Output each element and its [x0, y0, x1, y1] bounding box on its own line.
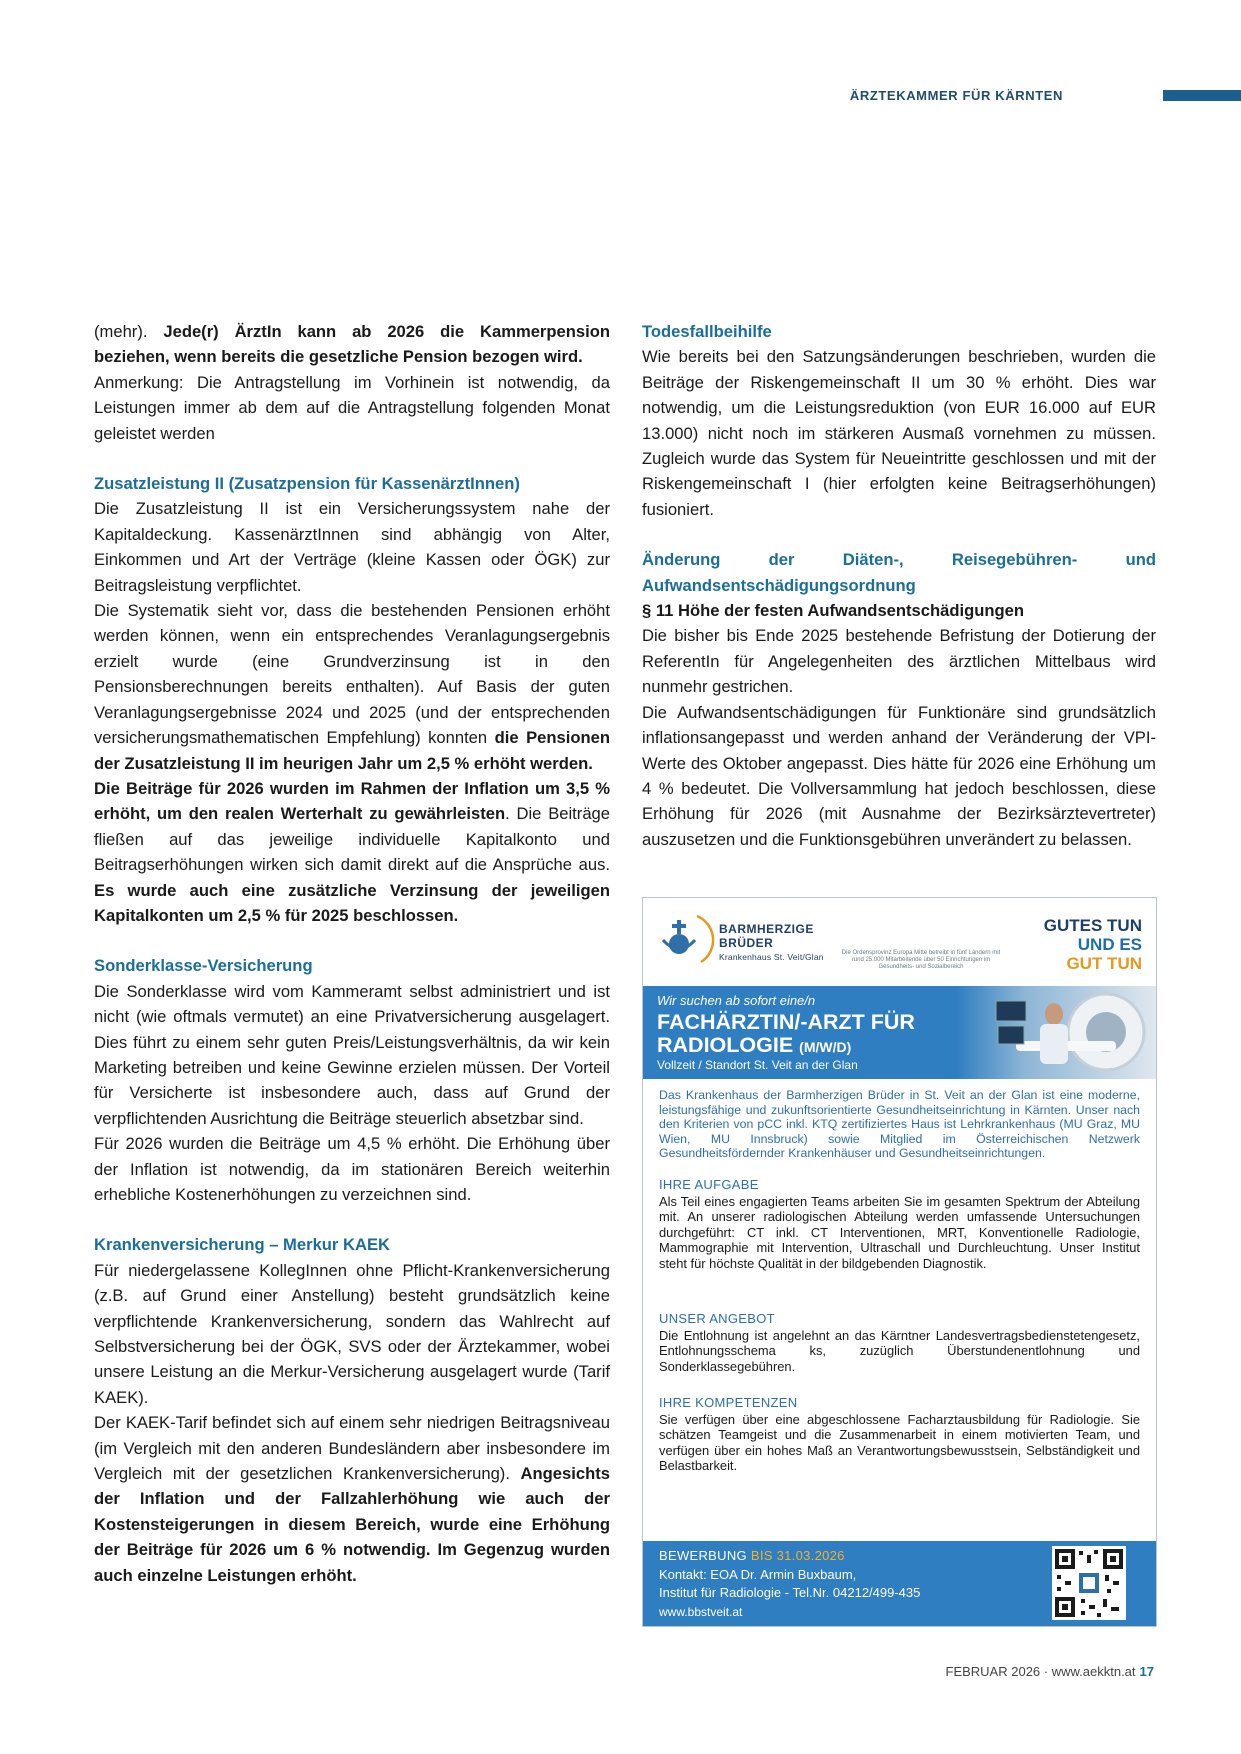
header-accent-bar: [1163, 90, 1241, 101]
paragraph: Die Sonderklasse wird vom Kammeramt selbst administriert und ist nicht (wie oftmals vermutet) an eine Privatversicherung ausgelagert. Dies führt zu einem sehr guten Preis/Leistungsverhältnis, da wir kein Marketing betreiben und keine Gewinne erzielen müssen. Der Vorteil für Versicherte ist insbesondere auch, dass auf Grund der verpflichtenden Ausrichtung die Beiträge steuerlich absetzbar sind.: [94, 981, 610, 1128]
job-intro-line: Wir suchen ab sofort eine/n: [657, 993, 816, 1008]
running-header: ÄRZTEKAMMER FÜR KÄRNTEN: [849, 88, 1063, 103]
section-heading: Zusatzleistung II (Zusatzpension für KassenärztInnen): [94, 474, 520, 494]
offer-section: UNSER ANGEBOT Die Entlohnung ist angelehnt an das Kärntner Landesvertragsbedienstetengesetz, Entlohnungsschema ks, zuzüglich Überstundenentlohnung und Sonderklassegebühren.: [659, 1311, 1140, 1374]
provinz-note: Die Ordensprovinz Europa Mitte betreibt in fünf Ländern mit rund 25.000 Mitarbeitende über 50 Einrichtungen im Gesundheits- und Sozialbereich: [841, 950, 1001, 970]
paragraph: Die Systematik sieht vor, dass die bestehenden Pensionen erhöht werden können, wenn ein entsprechendes Veranlagungsergebnis erzielt wurde (eine Grundverzinsung ist in den Pensionsberechnungen bereits enthalten). Auf Basis der guten Veranlagungsergebnisse 2024 und 2025 (und der entsprechenden versicherungsmathematischen Empfehlung) konnten die Pensionen der Zusatzleistung II im heurigen Jahr um 2,5 % erhöht werden.: [94, 601, 610, 773]
application-deadline: BEWERBUNG BIS 31.03.2026: [659, 1548, 845, 1563]
paragraph: (mehr). Jede(r) ÄrztIn kann ab 2026 die Kammerpension beziehen, wenn bereits die gesetzliche Pension bezogen wird.: [94, 322, 611, 367]
paragraph: Wie bereits bei den Satzungsänderungen beschrieben, wurden die Beiträge der Riskengemeinschaft II um 30 % erhöht. Dies war notwendig, um die Leistungsreduktion (von EUR 16.000 auf EUR 13.000) nicht noch im stärkeren Ausmaß vornehmen zu müssen. Zugleich wurde das System für Neueintritte geschlossen und mit der Riskengemeinschaft I (hier erfolgten keine Beitragserhöhungen) fusioniert.: [642, 347, 1156, 519]
paragraph: Der KAEK-Tarif befindet sich auf einem sehr niedrigen Beitragsniveau (im Vergleich mit den anderen Bundesländern aber insbesondere im Vergleich mit der gesetzlichen Krankenversicherung). Angesichts der Inflation und der Fallzahlerhöhung wie auch der Kostensteigerungen in diesem Bereich, wurde eine Erhöhung der Beiträge für 2026 um 6 % notwendig. Im Gegenzug wurden auch einzelne Leistungen erhöht.: [94, 1413, 610, 1585]
section-heading: Änderung der Diäten-, Reisegebühren- und Aufwandsentschädigungsordnung: [642, 550, 1156, 595]
slogan: GUTES TUN UND ES GUT TUN: [1043, 916, 1142, 973]
subheading: § 11 Höhe der festen Aufwandsentschädigungen: [642, 601, 1025, 621]
section-heading: Sonderklasse-Versicherung: [94, 956, 313, 976]
organisation-name: BARMHERZIGE BRÜDER Krankenhaus St. Veit/Glan: [719, 922, 824, 962]
hospital-logo-icon: [657, 910, 715, 968]
page-footer: FEBRUAR 2026 · www.aekktn.at 17: [945, 1664, 1154, 1679]
paragraph: Für 2026 wurden die Beiträge um 4,5 % erhöht. Die Erhöhung über der Inflation ist notwendig, da im stationären Bereich weiterhin erhebliche Kostenerhöhungen zu verzeichnen sind.: [94, 1134, 610, 1204]
left-column: [94, 319, 610, 1588]
job-location: Vollzeit / Standort St. Veit an der Glan: [657, 1058, 858, 1072]
skills-section: IHRE KOMPETENZEN Sie verfügen über eine abgeschlossene Facharztausbildung für Radiologie. Sie schätzen Teamgeist und die Zusammenarbeit in einem motivierten Team, und verfügen über ein hohes Maß an Verantwortungsbewusstsein, Selbständigkeit und Belastbarkeit.: [659, 1395, 1140, 1474]
website-link[interactable]: www.bbstveit.at: [659, 1605, 743, 1619]
tasks-section: IHRE AUFGABE Als Teil eines engagierten Teams arbeiten Sie im gesamten Spektrum der Abteilung mit. An unserer radiologischen Abteilung werden umfassende Untersuchungen durchgeführt: CT inkl. CT Interventionen, MRT, Konventionelle Radiologie, Mammographie mit Intervention, Ultraschall und Durchleuchtung. Unser Institut steht für höchste Qualität in der bildgebenden Diagnostik.: [659, 1177, 1140, 1271]
paragraph: Die Beiträge für 2026 wurden im Rahmen der Inflation um 3,5 % erhöht, um den realen Werterhalt zu gewährleisten. Die Beiträge fließen auf das jeweilige individuelle Kapitalkonto und Beitragserhöhungen wirken sich damit direkt auf die Ansprüche aus. Es wurde auch eine zusätzliche Verzinsung der jeweiligen Kapitalkonten um 2,5 % für 2025 beschlossen.: [94, 778, 610, 925]
job-banner: [643, 986, 1156, 1079]
job-advertisement: [642, 897, 1157, 1627]
job-title: FACHÄRZTIN/-ARZT FÜR RADIOLOGIE (M/W/D): [657, 1010, 915, 1057]
paragraph: Die Zusatzleistung II ist ein Versicherungssystem nahe der Kapitaldeckung. KassenärztInnen sind abhängig von Alter, Einkommen und Art der Verträge (kleine Kassen oder ÖGK) zur Beitragsleistung verpflichtet.: [94, 499, 610, 595]
paragraph: Die bisher bis Ende 2025 bestehende Befristung der Dotierung der ReferentIn für Angelegenheiten des ärztlichen Mittelbaus wird nunmehr gestrichen.: [642, 626, 1156, 697]
paragraph: Anmerkung: Die Antragstellung im Vorhinein ist notwendig, da Leistungen immer ab dem auf die Antragstellung folgenden Monat geleistet werden: [94, 372, 610, 443]
section-heading: Krankenversicherung – Merkur KAEK: [94, 1235, 391, 1255]
hospital-intro: Das Krankenhaus der Barmherzigen Brüder in St. Veit an der Glan ist eine moderne, leistungsfähige und zukunftsorientierte Gesundheitseinrichtung in Kärnten. Unser nach den Kriterien von pCC inkl. KTQ zertifiziertes Haus ist Lehrkrankenhaus (MU Graz, MU Wien, MU Innsbruck) sowie Mitglied im Österreichischen Netzwerk Gesundheitsfördernder Krankenhäuser und Gesundheitseinrichtungen.: [659, 1088, 1140, 1161]
mri-scanner-photo: [956, 986, 1156, 1079]
paragraph: Für niedergelassene KollegInnen ohne Pflicht-Krankenversicherung (z.B. auf Grund einer Anstellung) besteht grundsätzlich keine verpflichtende Krankenversicherung, sondern das Wahlrecht auf Selbstversicherung bei der ÖGK, SVS oder der Ärztekammer, wobei unsere Leistung an die Merkur-Versicherung ausgelagert wurde (Tarif KAEK).: [94, 1260, 610, 1407]
paragraph: Die Aufwandsentschädigungen für Funktionäre sind grundsätzlich inflationsangepasst und werden anhand der Veränderung der VPI-Werte des Oktober angepasst. Dies hätte für 2026 eine Erhöhung um 4 % bedeutet. Die Vollversammlung hat jedoch beschlossen, diese Erhöhung für 2026 (mit Ausnahme der Bezirksärztevertreter) auszusetzen und die Funktionsgebühren unverändert zu belassen.: [642, 702, 1156, 849]
contact-info: Kontakt: EOA Dr. Armin Buxbaum, Institut für Radiologie - Tel.Nr. 04212/499-435: [659, 1567, 921, 1600]
section-heading: Todesfallbeihilfe: [642, 322, 772, 341]
right-column: [642, 319, 1156, 852]
qr-code-icon: [1052, 1546, 1126, 1620]
page-number: 17: [1139, 1664, 1154, 1679]
application-box: [643, 1541, 1156, 1626]
